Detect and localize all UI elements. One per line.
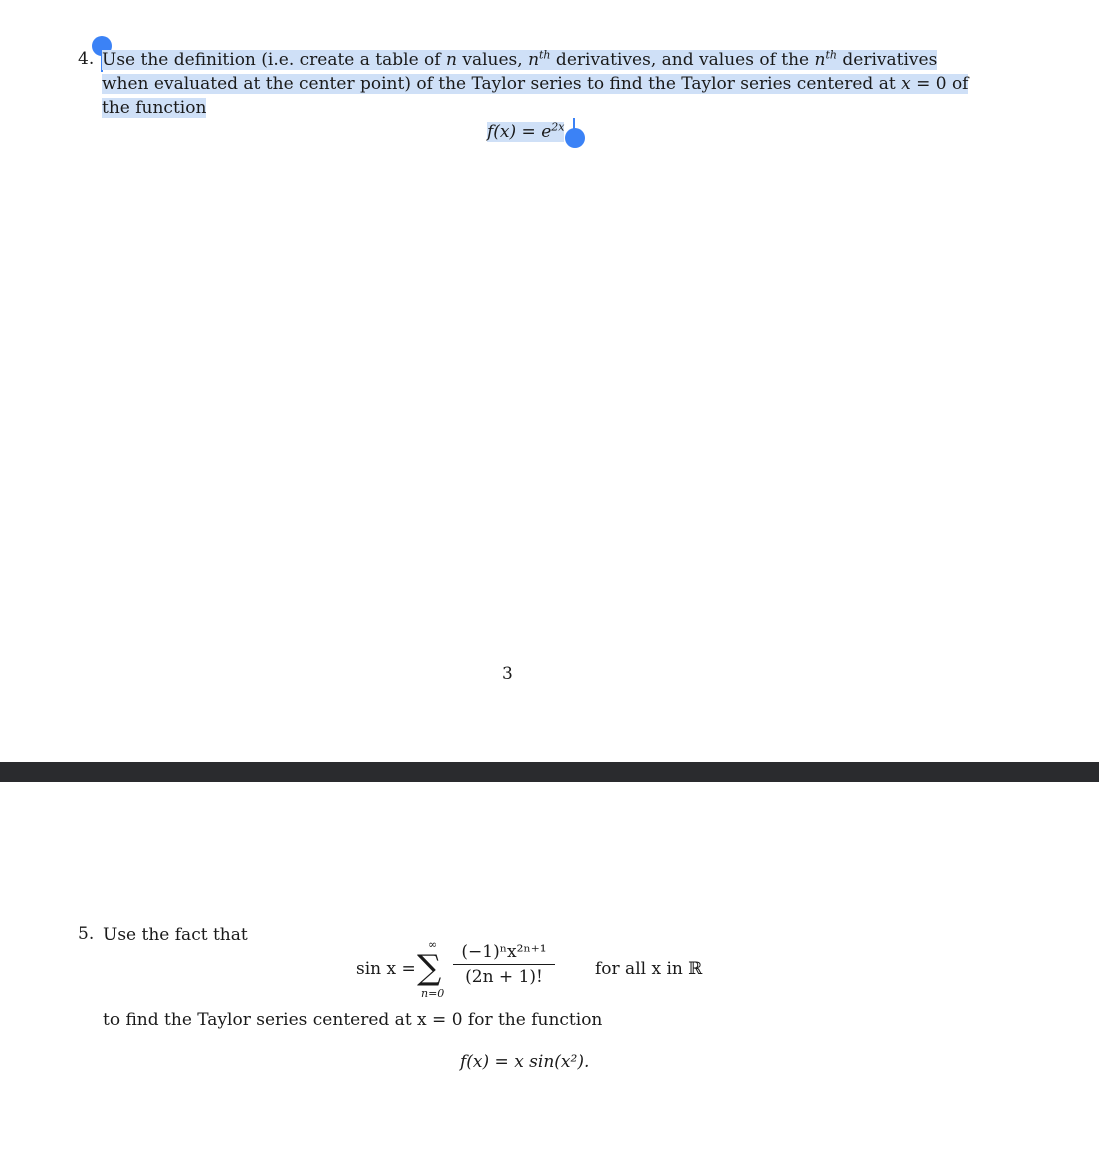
sum-lower-limit: n=0 xyxy=(421,987,445,1000)
series-denominator: (2n + 1)! xyxy=(465,967,543,987)
series-numerator: (−1)ⁿx²ⁿ⁺¹ xyxy=(461,942,547,962)
problem-4-formula: $f(x) = e^{2x}$ xyxy=(487,120,565,142)
summation-symbol: ∑ xyxy=(417,948,442,988)
page-bottom xyxy=(0,782,1099,1167)
selection-end-handle-icon[interactable] xyxy=(565,128,585,148)
fraction-bar xyxy=(453,964,555,965)
problem-5-number: 5. xyxy=(78,924,95,944)
problem-4-line-3: the function xyxy=(102,98,207,118)
problem-4-number: 4. xyxy=(78,49,95,69)
problem-5-line-after: to find the Taylor series centered at x = 0 for the function xyxy=(103,1010,603,1030)
problem-5-formula: f(x) = x sin(x²). xyxy=(460,1052,590,1072)
sum-upper-limit: ∞ xyxy=(428,938,438,951)
problem-5-intro: Use the fact that xyxy=(103,925,248,945)
page-divider xyxy=(0,762,1099,782)
problem-4-line-1: Use the definition (i.e. create a table of n values, $n^{th}$ derivatives, and values of the $n^{th}$ derivatives xyxy=(102,48,938,70)
problem-4-line-2: when evaluated at the center point) of the Taylor series to find the Taylor series centered at x = 0 of xyxy=(102,74,969,94)
sin-lhs: sin x = xyxy=(356,959,416,979)
page-number: 3 xyxy=(502,664,513,684)
series-fraction xyxy=(453,942,555,987)
condition-text: for all x in ℝ xyxy=(595,959,703,979)
